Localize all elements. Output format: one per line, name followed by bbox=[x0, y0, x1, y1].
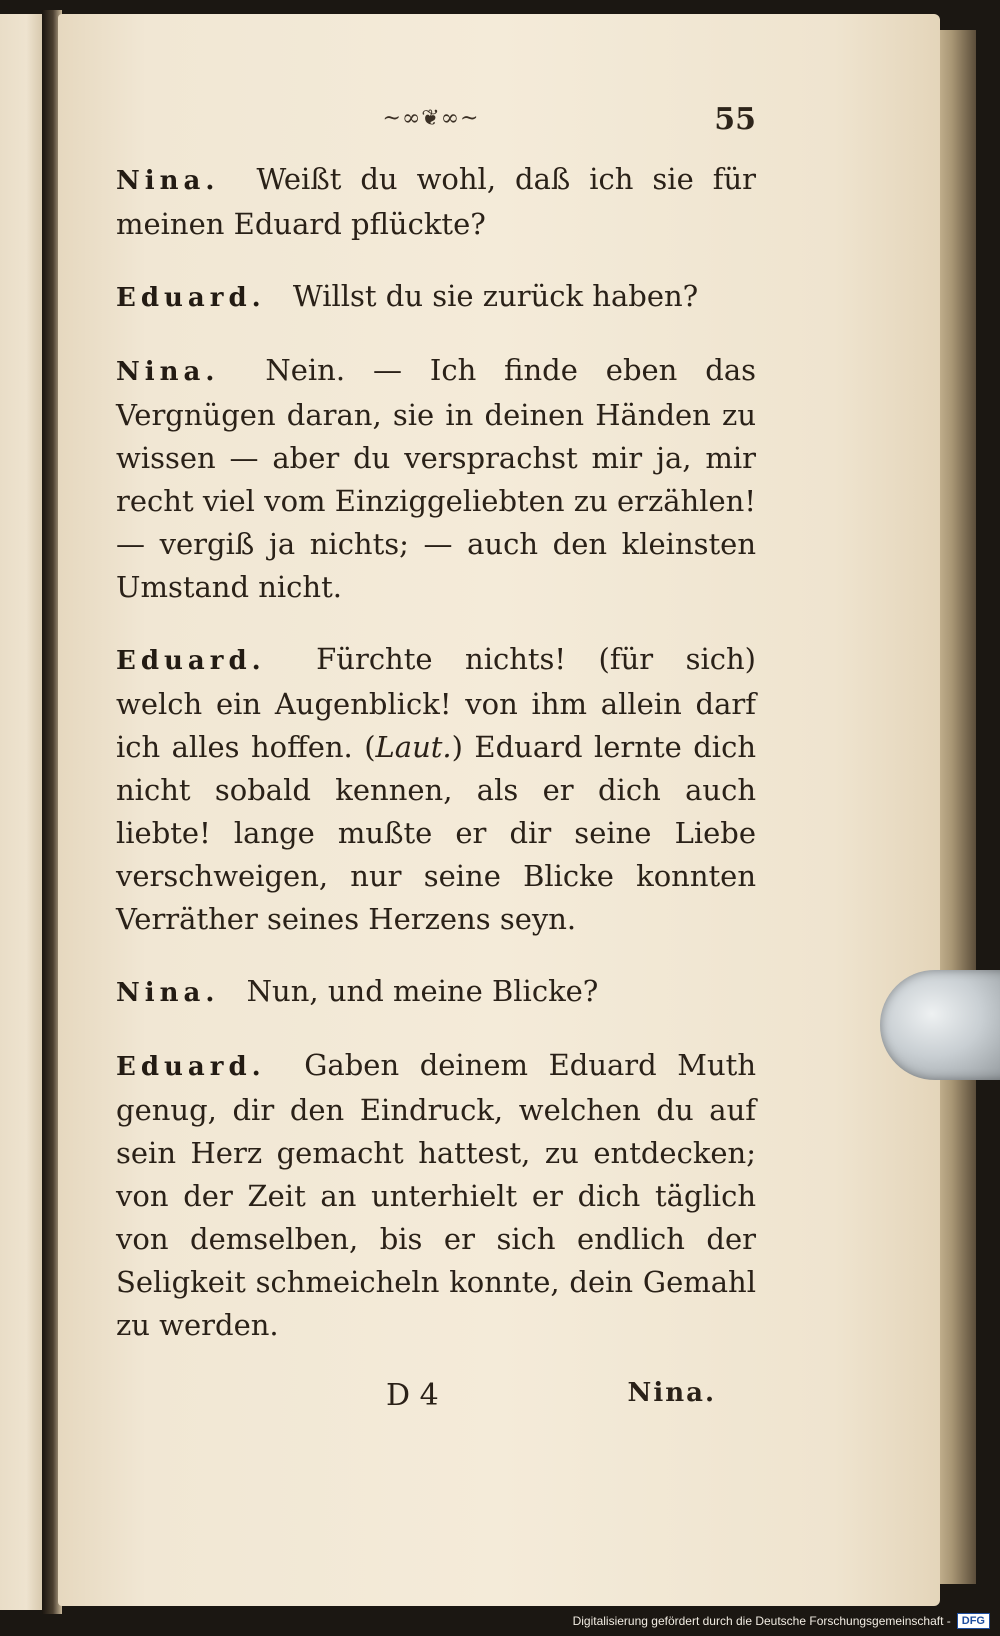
signature-mark: D 4 bbox=[386, 1378, 439, 1413]
dialogue-block bbox=[116, 349, 756, 609]
dialogue-text: Weißt du wohl, daß ich sie für meinen Eduard pflückte? bbox=[116, 162, 757, 241]
dialogue-text: Gaben deinem Eduard Muth genug, dir den Eindruck, welchen du auf sein Herz gemacht hattest, zu entdecken; von der Zeit an unterhielt er dich täglich von demselben, bis er sich endlich der Seligkeit schmeicheln konnte, dein Gemahl zu werden. bbox=[116, 1048, 757, 1342]
dialogue-block bbox=[116, 1044, 756, 1347]
dialogue-block bbox=[116, 158, 756, 246]
dialogue-text: Nun, und meine Blicke? bbox=[246, 974, 599, 1008]
page-number: 55 bbox=[714, 102, 756, 137]
dialogue-block bbox=[116, 638, 756, 941]
page-footer bbox=[116, 1376, 756, 1426]
speaker-name: Nina. bbox=[116, 166, 220, 196]
speaker-name: Eduard. bbox=[116, 1052, 266, 1082]
digitization-credit bbox=[573, 1610, 990, 1632]
dialogue-text: Willst du sie zurück haben? bbox=[292, 279, 699, 313]
dialogue-block bbox=[116, 970, 756, 1015]
speaker-name: Nina. bbox=[116, 357, 220, 387]
page-header bbox=[116, 100, 756, 144]
left-page-edge bbox=[0, 14, 44, 1610]
credit-text: Digitalisierung gefördert durch die Deutsche Forschungsgemeinschaft - bbox=[572, 1614, 951, 1628]
catchword: Nina. bbox=[627, 1378, 716, 1408]
header-ornament: ~∞❦∞~ bbox=[382, 106, 480, 131]
right-page-edges bbox=[936, 30, 976, 1584]
dialogue-text: Nein. — Ich finde eben das Vergnügen daran, sie in deinen Händen zu wissen — aber du versprachst mir ja, mir recht viel vom Einziggeliebten zu erzählen! — vergiß ja nichts; — auch den kleinsten Umstand nicht. bbox=[116, 353, 756, 604]
speaker-name: Nina. bbox=[116, 978, 220, 1008]
dfg-logo-icon: DFG bbox=[957, 1613, 990, 1629]
page-clip bbox=[880, 970, 1000, 1080]
dialogue-block bbox=[116, 275, 756, 320]
speaker-name: Eduard. bbox=[116, 283, 266, 313]
dialogue-text: ) Eduard lernte dich nicht sobald kennen, als er dich auch liebte! lange mußte er dir seine Liebe verschweigen, nur seine Blicke konnten Verräther seines Herzens seyn. bbox=[116, 730, 756, 936]
dialogue-text: Fürchte nichts! (für sich) welch ein Augenblick! von ihm allein darf ich alles hoffen. ( bbox=[116, 642, 756, 764]
speaker-name: Eduard. bbox=[116, 646, 266, 676]
page-text bbox=[116, 100, 756, 1426]
stage-direction: Laut. bbox=[375, 730, 452, 764]
